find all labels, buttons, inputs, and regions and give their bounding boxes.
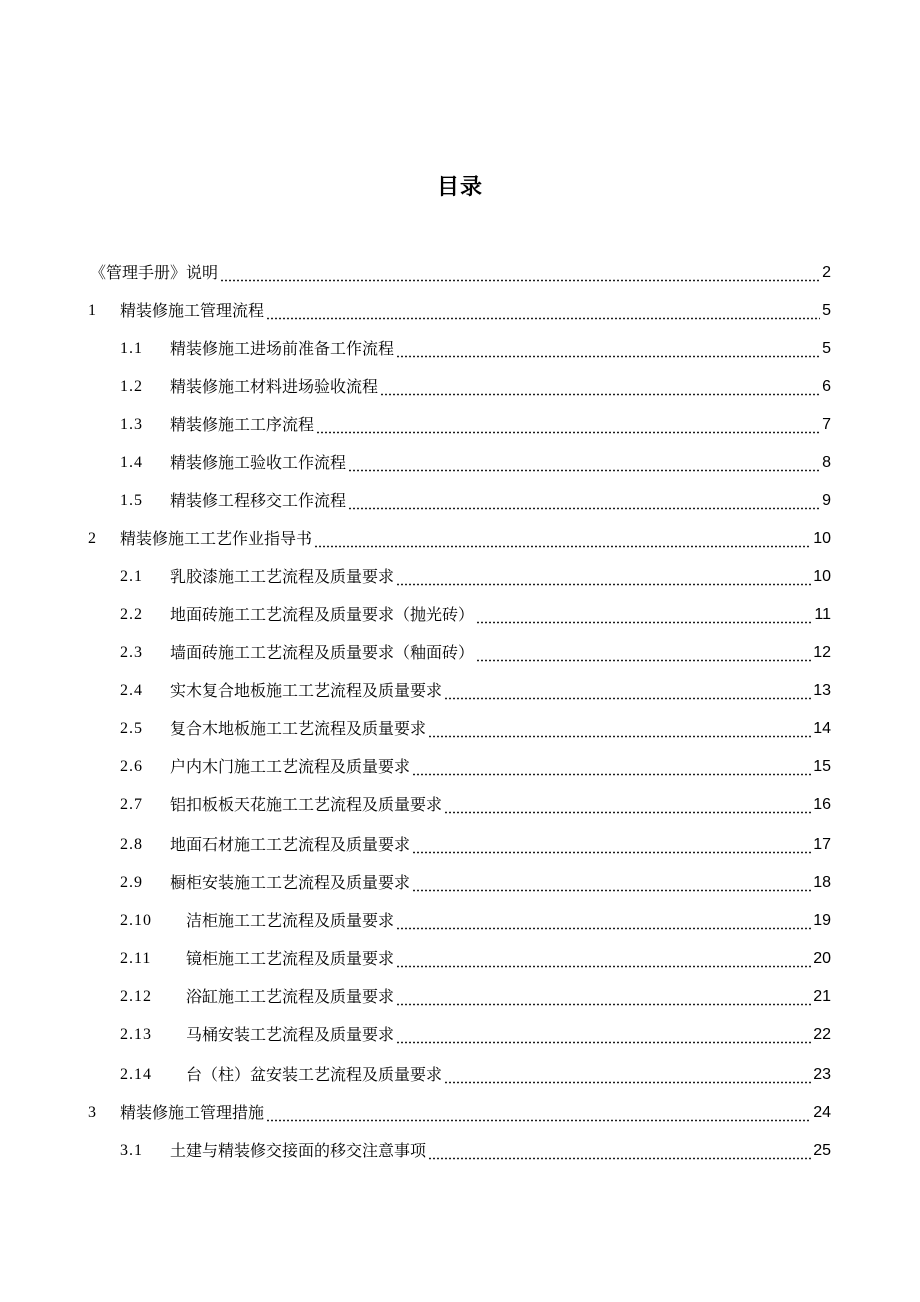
dot-leader bbox=[412, 834, 811, 856]
dot-leader bbox=[314, 528, 811, 550]
dot-leader bbox=[428, 1140, 811, 1162]
toc-entry[interactable] bbox=[120, 680, 831, 702]
toc-entry-page-number: 5 bbox=[822, 340, 831, 357]
dot-leader bbox=[444, 1064, 811, 1086]
toc-entry-number: 1.3 bbox=[120, 416, 143, 433]
toc-entry[interactable] bbox=[120, 452, 831, 474]
toc-entry-title: 浴缸施工工艺流程及质量要求 bbox=[186, 987, 395, 1006]
dot-leader bbox=[396, 986, 811, 1008]
toc-entry-page-number: 19 bbox=[813, 912, 831, 929]
toc-entry-number: 3 bbox=[88, 1104, 97, 1121]
toc-entry-number: 2.4 bbox=[120, 682, 143, 699]
dot-leader bbox=[396, 566, 811, 588]
toc-entry[interactable] bbox=[120, 718, 831, 740]
toc-entry-title: 精装修工程移交工作流程 bbox=[170, 491, 347, 510]
toc-entry-title: 精装修施工验收工作流程 bbox=[170, 453, 347, 472]
toc-entry-title: 精装修施工进场前准备工作流程 bbox=[170, 339, 395, 358]
page-title: 目录 bbox=[436, 175, 483, 200]
dot-leader bbox=[428, 718, 811, 740]
toc-entry-page-number: 2 bbox=[822, 264, 831, 281]
toc-entry-page-number: 11 bbox=[814, 606, 831, 623]
toc-entry-title: 橱柜安装施工工艺流程及质量要求 bbox=[170, 873, 411, 892]
dot-leader bbox=[266, 1102, 811, 1124]
toc-entry-title: 复合木地板施工工艺流程及质量要求 bbox=[170, 719, 427, 738]
dot-leader bbox=[380, 376, 820, 398]
toc-entry-title: 地面石材施工工艺流程及质量要求 bbox=[170, 835, 411, 854]
toc-entry-title: 精装修施工管理措施 bbox=[120, 1103, 265, 1122]
toc-entry-number: 3.1 bbox=[120, 1142, 143, 1159]
toc-entry-title: 户内木门施工工艺流程及质量要求 bbox=[170, 757, 411, 776]
toc-entry-number: 1.1 bbox=[120, 340, 143, 357]
toc-entry-number: 2.14 bbox=[120, 1066, 152, 1083]
toc-entry-title: 精装修施工管理流程 bbox=[120, 301, 265, 320]
toc-entry-page-number: 16 bbox=[813, 796, 831, 813]
toc-entry[interactable] bbox=[90, 262, 831, 284]
dot-leader bbox=[396, 948, 811, 970]
toc-entry-title: 《管理手册》说明 bbox=[90, 263, 219, 282]
dot-leader bbox=[316, 414, 820, 436]
toc-entry-page-number: 8 bbox=[822, 454, 831, 471]
toc-entry[interactable] bbox=[120, 872, 831, 894]
toc-entry[interactable] bbox=[120, 834, 831, 856]
dot-leader bbox=[396, 1024, 811, 1046]
toc-entry-title: 地面砖施工工艺流程及质量要求（抛光砖） bbox=[170, 605, 475, 624]
dot-leader bbox=[348, 452, 820, 474]
toc-entry-title: 实木复合地板施工工艺流程及质量要求 bbox=[170, 681, 443, 700]
toc-entry[interactable] bbox=[120, 756, 831, 778]
toc-entry-number: 1 bbox=[88, 302, 97, 319]
toc-entry[interactable] bbox=[120, 1024, 831, 1046]
dot-leader bbox=[220, 262, 820, 284]
toc-entry[interactable] bbox=[120, 642, 831, 664]
dot-leader bbox=[444, 794, 811, 816]
dot-leader bbox=[476, 604, 812, 626]
toc-entry-page-number: 23 bbox=[813, 1066, 831, 1083]
toc-entry-page-number: 22 bbox=[813, 1026, 831, 1043]
toc-entry[interactable] bbox=[120, 604, 831, 626]
toc-entry[interactable] bbox=[120, 566, 831, 588]
toc-entry[interactable] bbox=[88, 528, 831, 550]
toc-entry-number: 2.11 bbox=[120, 950, 152, 967]
toc-entry-page-number: 12 bbox=[813, 644, 831, 661]
toc-entry-page-number: 14 bbox=[813, 720, 831, 737]
toc-entry-number: 1.5 bbox=[120, 492, 143, 509]
toc-entry-page-number: 10 bbox=[813, 530, 831, 547]
toc-entry-page-number: 17 bbox=[813, 836, 831, 853]
toc-entry-number: 2.8 bbox=[120, 836, 143, 853]
toc-entry-page-number: 25 bbox=[813, 1142, 831, 1159]
toc-entry[interactable] bbox=[88, 300, 831, 322]
toc-entry-title: 墙面砖施工工艺流程及质量要求（釉面砖） bbox=[170, 643, 475, 662]
toc-entry-number: 2.3 bbox=[120, 644, 143, 661]
toc-entry[interactable] bbox=[120, 986, 831, 1008]
dot-leader bbox=[348, 490, 820, 512]
toc-entry[interactable] bbox=[120, 794, 831, 816]
toc-entry-title: 土建与精装修交接面的移交注意事项 bbox=[170, 1141, 427, 1160]
dot-leader bbox=[266, 300, 820, 322]
toc-entry-number: 1.4 bbox=[120, 454, 143, 471]
toc-entry-page-number: 15 bbox=[813, 758, 831, 775]
dot-leader bbox=[412, 756, 811, 778]
toc-entry[interactable] bbox=[120, 948, 831, 970]
toc-entry-number: 2.5 bbox=[120, 720, 143, 737]
toc-entry-number: 2.9 bbox=[120, 874, 143, 891]
dot-leader bbox=[396, 338, 820, 360]
toc-entry-page-number: 24 bbox=[813, 1104, 831, 1121]
toc-entry[interactable] bbox=[120, 1064, 831, 1086]
toc-entry-page-number: 7 bbox=[822, 416, 831, 433]
toc-entry-page-number: 10 bbox=[813, 568, 831, 585]
dot-leader bbox=[396, 910, 811, 932]
toc-entry-title: 马桶安装工艺流程及质量要求 bbox=[186, 1025, 395, 1044]
toc-entry-page-number: 18 bbox=[813, 874, 831, 891]
toc-entry-title: 洁柜施工工艺流程及质量要求 bbox=[186, 911, 395, 930]
dot-leader bbox=[476, 642, 811, 664]
toc-entry-page-number: 9 bbox=[822, 492, 831, 509]
toc-entry-page-number: 21 bbox=[813, 988, 831, 1005]
toc-entry[interactable] bbox=[120, 338, 831, 360]
toc-entry[interactable] bbox=[120, 1140, 831, 1162]
toc-entry-number: 1.2 bbox=[120, 378, 143, 395]
toc-entry-title: 乳胶漆施工工艺流程及质量要求 bbox=[170, 567, 395, 586]
toc-entry-page-number: 6 bbox=[822, 378, 831, 395]
toc-entry[interactable] bbox=[120, 910, 831, 932]
toc-entry-number: 2.6 bbox=[120, 758, 143, 775]
toc-entry-page-number: 20 bbox=[813, 950, 831, 967]
toc-entry-title: 精装修施工工序流程 bbox=[170, 415, 315, 434]
toc-entry[interactable] bbox=[120, 490, 831, 512]
toc-entry-number: 2.12 bbox=[120, 988, 152, 1005]
dot-leader bbox=[412, 872, 811, 894]
toc-entry-number: 2.10 bbox=[120, 912, 152, 929]
toc-entry-title: 台（柱）盆安装工艺流程及质量要求 bbox=[186, 1065, 443, 1084]
toc-entry[interactable] bbox=[88, 1102, 831, 1124]
dot-leader bbox=[444, 680, 811, 702]
toc-entry-number: 2.7 bbox=[120, 796, 143, 813]
toc-entry-number: 2.2 bbox=[120, 606, 143, 623]
toc-entry-number: 2.13 bbox=[120, 1026, 152, 1043]
toc-entry-title: 精装修施工工艺作业指导书 bbox=[120, 529, 313, 548]
toc-entry[interactable] bbox=[120, 414, 831, 436]
toc-entry[interactable] bbox=[120, 376, 831, 398]
toc-entry-title: 精装修施工材料进场验收流程 bbox=[170, 377, 379, 396]
toc-entry-page-number: 5 bbox=[822, 302, 831, 319]
toc-entry-number: 2 bbox=[88, 530, 97, 547]
toc-entry-number: 2.1 bbox=[120, 568, 143, 585]
toc-entry-title: 镜柜施工工艺流程及质量要求 bbox=[186, 949, 395, 968]
toc-entry-title: 铝扣板板天花施工工艺流程及质量要求 bbox=[170, 795, 443, 814]
toc-entry-page-number: 13 bbox=[813, 682, 831, 699]
